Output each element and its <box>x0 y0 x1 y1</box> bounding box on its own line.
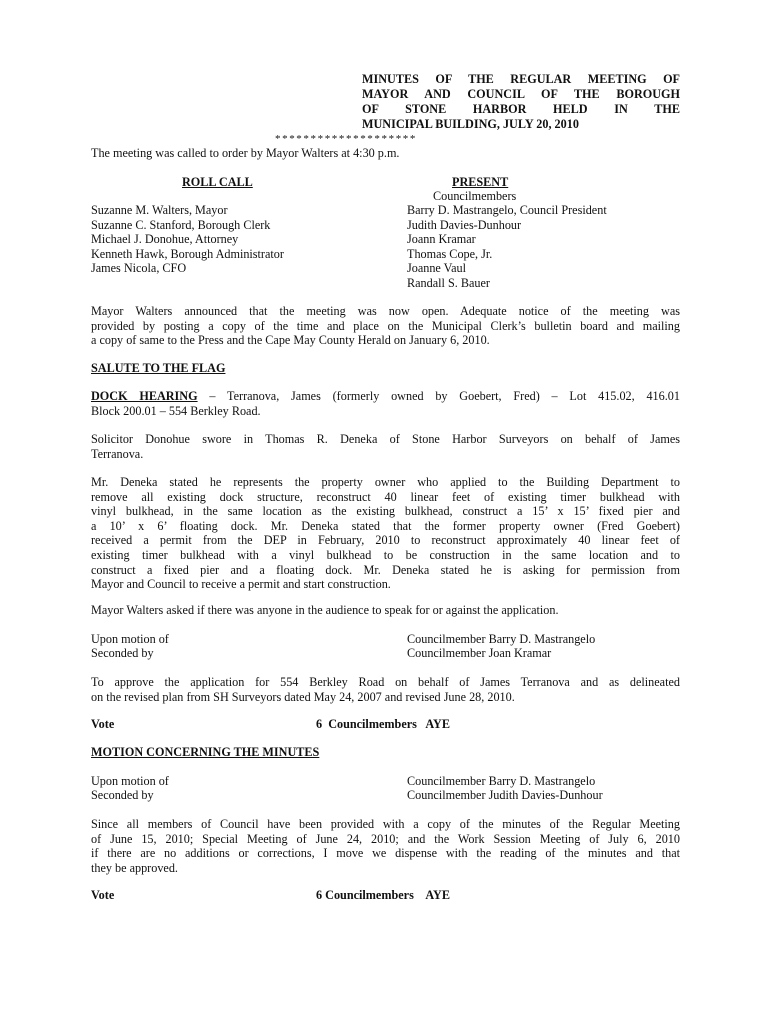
vote-result: 6 Councilmembers AYE <box>316 888 450 902</box>
notice-paragraph <box>91 304 680 348</box>
title-line: OF STONE HARBOR HELD IN THE <box>362 102 680 116</box>
deneka-line: remove all existing dock structure, reconstruct 40 linear feet of existing timer bulkhead with <box>91 489 680 504</box>
minutes-paragraph <box>91 817 680 875</box>
minutes-line: of June 15, 2010; Special Meeting of June 24, 2010; and the Work Session Meeting of July 6, 2010 <box>91 831 680 846</box>
approval-line: To approve the application for 554 Berkley Road on behalf of James Terranova and as delineated <box>91 675 680 689</box>
notice-line: Mayor Walters announced that the meeting was now open. Adequate notice of the meeting was <box>91 304 680 318</box>
deneka-line: construct a fixed pier and a floating dock. Mr. Deneka stated he is asking for permission from <box>91 562 680 577</box>
minutes-motion-heading: MOTION CONCERNING THE MINUTES <box>91 745 320 759</box>
deneka-line: received a permit from the DEP in February, 2010 to reconstruct approximately 40 linear feet of <box>91 533 680 548</box>
sworn-line: Solicitor Donohue swore in Thomas R. Deneka of Stone Harbor Surveyors on behalf of James <box>91 432 680 446</box>
salute-heading: SALUTE TO THE FLAG <box>91 361 226 375</box>
deneka-line: existing timer bulkhead with a vinyl bulkhead to be construction in the same location and to <box>91 547 680 562</box>
document-title <box>362 72 680 132</box>
dock-hearing-location: Block 200.01 – 554 Berkley Road. <box>91 403 261 418</box>
approval-line: on the revised plan from SH Surveyors dated May 24, 2007 and revised June 28, 2010. <box>91 689 515 704</box>
deneka-line: Mr. Deneka stated he represents the property owner who applied to the Building Department to <box>91 475 680 489</box>
audience-question: Mayor Walters asked if there was anyone in the audience to speak for or against the application. <box>91 603 559 617</box>
present-name: Randall S. Bauer <box>407 275 490 290</box>
notice-line: a copy of same to the Press and the Cape May County Herald on January 6, 2010. <box>91 333 490 348</box>
title-line: MAYOR AND COUNCIL OF THE BOROUGH <box>362 87 680 101</box>
title-line: MUNICIPAL BUILDING, JULY 20, 2010 <box>362 117 579 131</box>
approval-paragraph <box>91 675 680 704</box>
seconded-value: Councilmember Joan Kramar <box>407 646 552 660</box>
roll-call-name: Suzanne C. Stanford, Borough Clerk <box>91 217 271 232</box>
title-line: MINUTES OF THE REGULAR MEETING OF <box>362 72 680 86</box>
dock-hearing-heading: DOCK HEARING <box>91 389 198 403</box>
upon-motion-value: Councilmember Barry D. Mastrangelo <box>407 632 596 646</box>
seconded-value: Councilmember Judith Davies-Dunhour <box>407 788 603 802</box>
roll-call-heading: ROLL CALL <box>182 175 253 189</box>
present-name: Joann Kramar <box>407 232 476 247</box>
sworn-paragraph <box>91 432 680 461</box>
roll-call-name: James Nicola, CFO <box>91 261 187 276</box>
minutes-line: if there are no additions or corrections, I move we dispense with the reading of the minutes and that <box>91 846 680 861</box>
upon-motion-label: Upon motion of <box>91 774 169 788</box>
roll-call-name: Michael J. Donohue, Attorney <box>91 232 239 247</box>
deneka-line: Mayor and Council to receive a permit and start construction. <box>91 577 391 592</box>
present-name: Judith Davies-Dunhour <box>407 217 522 232</box>
dock-hearing-subject: – Terranova, James (formerly owned by Goebert, Fred) – Lot 415.02, 416.01 <box>197 389 680 403</box>
minutes-line: they be approved. <box>91 860 178 875</box>
deneka-line: a 10’ x 6’ floating dock. Mr. Deneka stated that the former property owner (Fred Goebert) <box>91 518 680 533</box>
notice-line: provided by posting a copy of the time and place on the Municipal Clerk’s bulletin board and mailing <box>91 318 680 333</box>
seconded-label: Seconded by <box>91 788 154 802</box>
deneka-line: vinyl bulkhead, in the same location as the existing bulkhead, construct a 15’ x 15’ fixed pier and <box>91 504 680 519</box>
vote-label: Vote <box>91 888 115 902</box>
roll-call-list <box>91 203 284 276</box>
present-name: Barry D. Mastrangelo, Council President <box>407 203 607 217</box>
seconded-label: Seconded by <box>91 646 154 660</box>
dock-hearing-paragraph <box>91 389 680 418</box>
present-subheading: Councilmembers <box>433 189 517 203</box>
minutes-line: Since all members of Council have been provided with a copy of the minutes of the Regular Meeting <box>91 817 680 831</box>
roll-call-name: Suzanne M. Walters, Mayor <box>91 203 228 217</box>
upon-motion-label: Upon motion of <box>91 632 169 646</box>
upon-motion-value: Councilmember Barry D. Mastrangelo <box>407 774 596 788</box>
deneka-paragraph <box>91 475 680 592</box>
roll-call-name: Kenneth Hawk, Borough Administrator <box>91 246 284 261</box>
sworn-line: Terranova. <box>91 446 144 461</box>
present-name: Joanne Vaul <box>407 261 467 276</box>
present-list <box>407 203 607 291</box>
present-heading: PRESENT <box>452 175 509 189</box>
present-name: Thomas Cope, Jr. <box>407 246 493 261</box>
vote-result: 6 Councilmembers AYE <box>316 717 450 731</box>
star-divider: ******************** <box>275 133 417 145</box>
called-to-order: The meeting was called to order by Mayor Walters at 4:30 p.m. <box>91 146 400 160</box>
vote-label: Vote <box>91 717 115 731</box>
